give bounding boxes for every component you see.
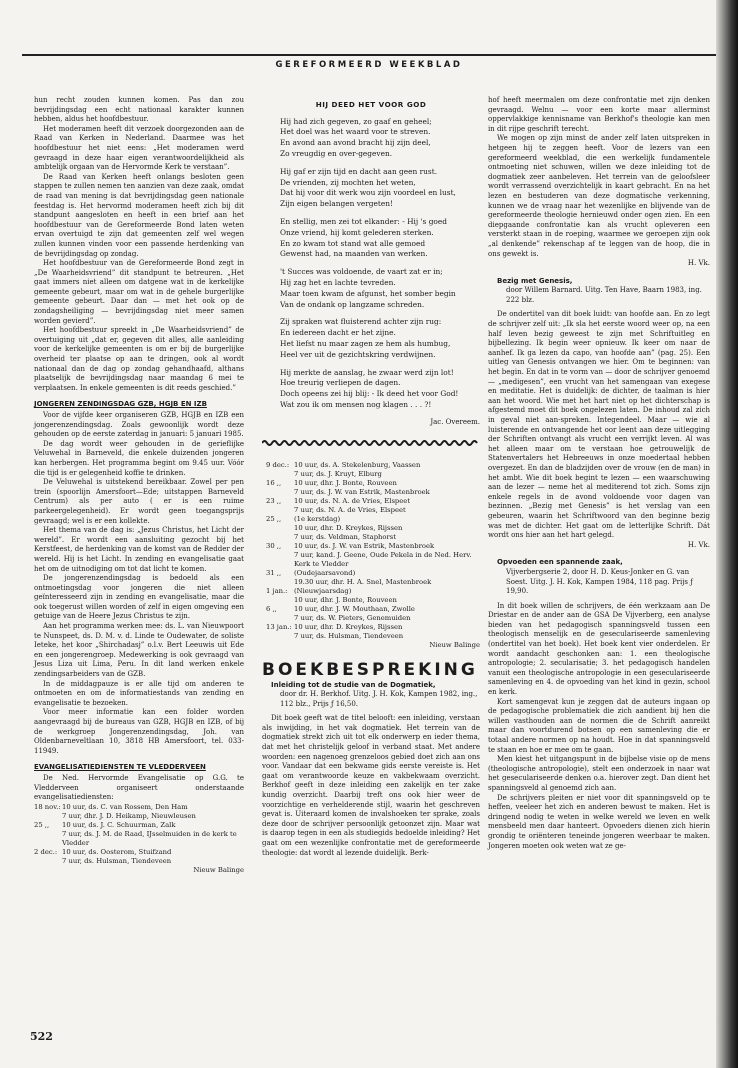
- service-line: 10 uur, dhr. J. Bonte, Rouveen: [294, 595, 397, 604]
- poem-line: En zo kwam tot stand wat alle gemoed: [280, 238, 426, 248]
- running-header: GEREFORMEERD WEEKBLAD: [275, 60, 463, 70]
- signature: Nieuw Balinge: [193, 865, 244, 874]
- poem-stanza: [262, 368, 480, 411]
- paragraph: Het hoofdbestuur van de Gereformeerde Bond zegt in „De Waarheidsvriend” dit standpunt te betreuren. „Het gaat immers niet alleen om datgene wat in de kerkelijke gemeente gebeurt, maar om wat in de gehele burgerlijke gemeente gebeurt. Daar dan — met het ook op de zondagsheiliging — bevrijdingsdag niet meer samen worden gevierd”.: [34, 259, 244, 325]
- poem-stanza: [262, 267, 480, 310]
- service-line: (1e kerstdag): [294, 514, 341, 523]
- service-date: 9 dec.:: [266, 460, 290, 469]
- paragraph: De schrijvers pleiten er niet voor dit spanningsveld op te heffen, veeleer het zich en anderen bewust te maken. Het is dringend nodig te weten in welke wereld we leven en welk mensbeeld men daar hanteert. Opvoeders dienen zich hierin grondig te oriënteren teneinde jongeren weerbaar te maken. Jongeren moeten ook weten wat ze ge-: [488, 793, 710, 850]
- signature: H. Vk.: [687, 259, 710, 268]
- paragraph: De jongerenzendingsdag is bedoeld als een ontmoetingsdag voor jongeren die niet alleen geïnteresseerd zijn in zending en evangelisatie, maar die ook toegerust willen worden of zelf in eigen omgeving een getuige van de Heere Jezus Christus te zijn.: [34, 574, 244, 621]
- poem-line: 't Succes was voldoende, de vaart zat er in;: [280, 267, 443, 277]
- poem-line: En iedereen dacht er het zijne.: [280, 328, 396, 338]
- service-line: (Oudejaarsavond): [294, 568, 356, 577]
- schedule-row: [266, 587, 480, 605]
- poem-line: Heel ver uit de gezichtskring verdwijnen.: [280, 349, 436, 359]
- service-line: 7 uur, ds. Hulsman, Tiendeveen: [62, 856, 172, 865]
- schedule-row: [266, 569, 480, 587]
- book-title: Bezig met Genesis,: [497, 276, 573, 285]
- paragraph: Het moderamen heeft dit verzoek doorgezonden aan de Raad van Kerken in Nederland. Daarmee was het hoofdbestuur het niet eens: „Het moderamen werd gevraagd in deze haar eigen verantwoordelijkheid als ambtelijk orgaan van de Hervormde Kerk te verstaan”.: [34, 124, 244, 172]
- poem-line: De vrienden, zij mochten het weten,: [280, 177, 416, 187]
- poem-stanza: [262, 217, 480, 260]
- service-date: 1 jan.:: [266, 586, 288, 595]
- poem-stanza: [262, 167, 480, 210]
- poem-line: Hij had zich gegeven, zo gaaf en geheel;: [280, 116, 432, 126]
- signature: H. Vk.: [687, 540, 710, 549]
- poem-stanza: [262, 317, 480, 360]
- schedule-row: [266, 605, 480, 623]
- section-heading: JONGEREN ZENDINGSDAG GZB, HGJB EN IZB: [34, 400, 207, 409]
- paragraph: hun recht zouden kunnen komen. Pas dan zou bevrijdingsdag een echt nationaal karakter kunnen hebben, aldus het hoofdbestuur.: [34, 96, 244, 124]
- service-date: 6 ,,: [266, 604, 277, 613]
- paragraph: De Veluwehal is uitstekend bereikbaar. Zowel per pen trein (spoorlijn Amersfoort—Ede; uitstappen Barneveld Centrum) als per auto ( er is een ruime parkeergelegenheid). Er wordt geen toegangsprijs gevraagd; wel is er een kollekte.: [34, 478, 244, 525]
- section-title-boekbespreking: BOEKBESPREKING: [262, 659, 478, 680]
- page-binding-shadow: [716, 0, 738, 1068]
- service-line: 10 uur, ds. N. A. de Vries, Elspeet: [294, 496, 411, 505]
- poem-line: En avond aan avond bracht hij zijn deel,: [280, 138, 431, 148]
- paragraph: Dit boek geeft wat de titel belooft: een inleiding, verstaan als inwijding, in het vak dogmatiek. Het terrein van de dogmatiek strekt zich uit tot elk onderwerp en ieder thema, dat met het christelijk geloof in verband staat. Met andere woorden: een nagenoeg grenzeloos gebied doet zich aan ons voor. Vandaar dat een bekwame gids eerste vereiste is. Het gaat om verantwoorde keuze en vakbekwaam overzicht. Berkhof geeft in deze inleiding een zakelijk en ter zake kundig overzicht. Daarbij treft ons ook hier weer de voorzichtige en verhelderende stijl, waarin het geschreven gevat is. Uiteraard komen de invalshoeken ter sprake, zoals deze door de schrijver persoonlijk getoonzet zijn. Maar wat is daarop tegen in een als studiegids bedoelde inleiding? Het gaat om een wezenlijke confrontatie met de gereformeerde theologie: dat wordt al lezende duidelijk. Berk-: [262, 714, 480, 857]
- poem-line: Zo vreugdig en over-gegeven.: [280, 148, 393, 158]
- schedule-row: [266, 515, 480, 542]
- poem-line: Hij gaf er zijn tijd en dacht aan geen rust.: [280, 166, 438, 176]
- service-date: 23 ,,: [266, 496, 282, 505]
- schedule-row: [266, 542, 480, 569]
- schedule-row: [266, 479, 480, 497]
- service-date: 13 jan.:: [266, 622, 292, 631]
- service-date: 25 ,,: [266, 514, 282, 523]
- paragraph: In de middagpauze is er alle tijd om anderen te ontmoeten en om de informatiestands van zending en evangelisatie te bezoeken.: [34, 679, 244, 707]
- service-line: 10 uur, dhr. J. Bonte, Rouveen: [294, 478, 397, 487]
- list-item: [34, 803, 244, 821]
- column-right: [488, 96, 710, 851]
- poem-line: Hij zag het en lachte tevreden.: [280, 277, 396, 287]
- service-line: 10 uur, ds. Oosterom, Stuifzand: [62, 847, 172, 856]
- poem-line: Van de ondank op langzame schreden.: [280, 299, 425, 309]
- poem-stanza: [262, 117, 480, 160]
- paragraph: De ondertitel van dit boek luidt: van hoofde aan. En zo legt de schrijver zelf uit: „Ik sla het eerste woord weer op, na een half leven bezig geweest te zijn met Schriftuitleg en bijbellezing. Ik begin weer opnieuw. Ik keer om naar de aanhef. Ik ga lezen da capo, van hoofde aan” (pag. 25). Een uitleg van Genesis ontvangen we hier. Om te beginnen: van het begin. En dat in te vorm van — door de schrijver genoemd — „medigesen”, een vrucht van het samengaan van exegese en meditatie. Het is duidelijk: de dichter, de taalman is hier aan het woord. Wie met het hart niet op het dichterschap is afgestemd moet dit boek ongelezen laten. De inhoud zal zich in geval niet aan-spreken. Integendeel. Maar — wie al luisterende en ontvangende het oor leent aan deze uitlegging der Schriften ontvangt als vrucht een verrijkt leven. Al was het alleen maar om te verstaan hoe getrouwelijk de Statenvertalers het Hebreeuws in onze moedertaal hebben overgezet. En dan de bladzijden over de vrouw (en de man) in het ambt. Wie dit boek begint te lezen — een waarschuwing aan de lezer — neme het al mediterend tot zich. Soms zijn enkele regels in de avond voldoende voor dagen van bezinnen. „Bezig met Genesis” is het verslag van een gebeuren, waarin het Schriftwoord van den beginne bezig was met de dichter. Het gaat om de letterlijke Schrift. Dát wordt ons hier aan het hart gelegd.: [488, 310, 710, 540]
- header-rule: [22, 54, 716, 56]
- poem-line: Zij spraken wat fluisterend achter zijn rug:: [280, 317, 442, 327]
- service-line: 7 uur, ds. J. W. van Estrik, Mastenbroek: [294, 487, 430, 496]
- service-line: 7 uur, ds. J. M. de Raad, IJsselmuiden in de kerk te Vledder: [62, 829, 237, 847]
- paragraph: Voor meer informatie kan een folder worden aangevraagd bij de bureaus van GZB, HGJB en IZB, of bij de werkgroep Jongerenzendingsdag, Joh. van Oldenbarneveltlaan 10, 3818 HB Amersfoort, tel. 033-11949.: [34, 708, 244, 755]
- poem-line: Gewenst had, na maanden van werken.: [280, 249, 428, 259]
- service-line: 10 uur, dhr. D. Kreykes, Rijssen: [294, 622, 403, 631]
- service-date: 2 dec.:: [34, 847, 58, 856]
- book-meta: door Willem Barnard. Uitg. Ten Have, Baarn 1983, ing. 222 blz.: [506, 286, 702, 304]
- paragraph: Aan het programma werken mee: ds. L. van Nieuwpoort te Nunspeet, ds. D. M. v. d. Linde te Oudewater, de soliste Ieteke, het koor „Shirchadasj” o.l.v. Bert Leeuwis uit Ede en een jongerengroep. Medewerking is ook gevraagd van Jesus Liza uit Lima, Peru. In dit land werken enkele zendingsarbeiders van de GZB.: [34, 622, 244, 679]
- service-line: 7 uur, ds. N. A. de Vries, Elspeet: [294, 505, 406, 514]
- paragraph: Het hoofdbestuur spreekt in „De Waarheidsvriend” de overtuiging uit „dat er, gegeven dit alles, alle aanleiding voor de kerkelijke gemeenten is om er bij de burgerlijke overheid ter plaatse op aan te dringen, ook al wordt nationaal dan de dag op zondag gehandhaafd, althans plaatselijk de bevrijdingsdag naar maandag 6 mei te verplaatsen. In enkele gemeenten is dit reeds geschied.”: [34, 326, 244, 392]
- service-line: 7 uur, ds. Hulsman, Tiendeveen: [294, 631, 404, 640]
- book-title: Opvoeden een spannende zaak,: [497, 558, 623, 567]
- paragraph: De Raad van Kerken heeft onlangs besloten geen stappen te zullen nemen ten aanzien van deze zaak, omdat de raad van mening is dat bevrijdingsdag geen nationale feestdag is. Het hervormd moderamen heeft zich bij dit standpunt aangesloten en heeft in een brief aan het hoofdbestuur van de Gereformeerde Bond laten weten ervan overtuigd te zijn dat gemeenten zelf wel wegen zullen kunnen vinden voor een passende herdenking van de bevrijdingsdag op zondag.: [34, 172, 244, 258]
- paragraph: hof heeft meermalen om deze confrontatie met zijn denken gevraagd. Welnu — voor een korte maar allerminst oppervlakkige kennisname van Berkhof's theologie kan men in dit rijpe geschrift terecht.: [488, 96, 710, 133]
- poem-line: Hoe treurig verliepen de dagen.: [280, 378, 401, 388]
- poem-line: Dat hij voor dit werk wou zijn voordeel en lust,: [280, 188, 456, 198]
- schedule-row: [266, 497, 480, 515]
- poem-line: Onze vriend, hij komt gelederen sterken.: [280, 227, 434, 237]
- schedule-row: [266, 623, 480, 641]
- poem-line: En stellig, men zei tot elkander: - Hij 's goed: [280, 216, 447, 226]
- service-line: 7 uur, ds. J. Kruyt, Elburg: [294, 469, 382, 478]
- service-line: 10 uur, ds. A. Stekelenburg, Vaassen: [294, 460, 421, 469]
- book-meta: Vijverbergserie 2, door H. D. Keus-Jonker en G. van Soest. Uitg. J. H. Kok, Kampen 1984, 118 pag. Prijs ƒ 19,90.: [506, 567, 693, 596]
- service-date: 25 ,,: [34, 820, 50, 829]
- service-line: 7 uur, kand. J. Geene, Oude Pekela in de Ned. Herv. Kerk te Vledder: [294, 550, 472, 568]
- paragraph: Men kiest het uitgangspunt in de bijbelse visie op de mens (theologische antropologie), stelt een onderzoek in naar wat het geseculariseerde denken o.a. hierover zegt. Dan dient het spanningsveld al genoemd zich aan.: [488, 755, 710, 792]
- evangelisation-list: [34, 803, 244, 875]
- list-item: [34, 848, 244, 866]
- poem-line: Het doel was het waard voor te streven.: [280, 127, 431, 137]
- section-heading: EVANGELISATIEDIENSTEN TE VLEDDERVEEN: [34, 763, 206, 772]
- paragraph: Voor de vijfde keer organiseren GZB, HGJB en IZB een jongerenzendingsdag. Zoals gewoonlijk wordt deze gehouden op de eerste zaterdag in januari: 5 januari 1985.: [34, 411, 244, 439]
- paragraph: We mogen op zijn minst de ander zelf laten uitspreken in hetgeen hij te zeggen heeft. Voor de lezers van een gereformeerd weekblad, die een werkelijk fundamentele ontmoeting niet schuwen, willen we deze inleiding tot de dogmatiek zeer aanbeleven. Het terrein van de geloofsleer wordt verrassend overzichtelijk in kaart gebracht. En na het lezen en bestuderen van deze dogmatische verkenning, kunnen we de vraag naar het wezenlijke en blijvende van de gereformeerde theologie hernieuwd onder ogen zien. En een diepgaande confrontatie kan als vrucht opleveren een versterkt staan in de roeping, waarmee we geroepen zijn ook „al denkende” rekenschap af te leggen van de hoop, die in ons gewekt is.: [488, 134, 710, 258]
- list-item: [34, 821, 244, 848]
- service-line: 10 uur, dhr. J. W. Mouthaan, Zwolle: [294, 604, 415, 613]
- poem-line: Doch opeens zei hij blij: - Ik deed het voor God!: [280, 389, 459, 399]
- service-line: 7 uur, ds. Veldman, Staphorst: [294, 532, 396, 541]
- column-left: [34, 96, 244, 875]
- page-number: 522: [30, 1030, 53, 1043]
- service-line: 10 uur, ds. J. W. van Estrik, Mastenbroek: [294, 541, 435, 550]
- service-line: 10 uur, ds. J. C. Schuurman, Zalk: [62, 820, 176, 829]
- poem-line: Het liefst nu maar zagen ze hem als humbug,: [280, 338, 451, 348]
- signature: Nieuw Balinge: [429, 640, 480, 649]
- service-schedule: [262, 461, 480, 650]
- poem-line: Wat zou ik om mensen nog klagen . . . ?!: [280, 399, 432, 409]
- service-date: 31 ,,: [266, 568, 282, 577]
- service-line: 10 uur, ds. C. van Rossem, Den Ham: [62, 802, 188, 811]
- paragraph: De Ned. Hervormde Evangelisatie op G.G. te Vledderveen organiseert onderstaande evangelisatiediensten:: [34, 773, 244, 802]
- service-date: 18 nov.:: [34, 802, 61, 811]
- service-date: 30 ,,: [266, 541, 282, 550]
- wavy-divider: [262, 439, 480, 447]
- paragraph: In dit boek willen de schrijvers, de één werkzaam aan De Driestar en de ander aan de GSA De Vijverberg, een analyse bieden van het pedagogisch spanningsveld tussen een theologisch menselijk en de geseculariseerde samenleving (ondertitel van het boek). Het boek kent vier onderdelen. Er wordt aandacht geschonken aan: 1. een theologische antropologie; 2. secularisatie; 3. het pedagogisch handelen vanuit een theologische antropologie in een geseculariseerde samenleving en 4. de opvoeding van het kind in gezin, school en kerk.: [488, 601, 710, 697]
- service-line: 10 uur, dhr. D. Kreykes, Rijssen: [294, 523, 403, 532]
- service-line: (Nieuwjaarsdag): [294, 586, 352, 595]
- paragraph: Het thema van de dag is: „Jezus Christus, het Licht der wereld”. Er wordt een aansluiting gezocht bij het Kerstfeest, de herdenking van de komst van de Redder der wereld. Hij is het Licht. In zending en evangelisatie gaat het om de uitnodiging om tot dat licht te komen.: [34, 526, 244, 573]
- service-line: 7 uur, dhr. J. D. Heikamp, Nieuwleusen: [62, 811, 196, 820]
- book-title: Inleiding tot de studie van de Dogmatiek,: [271, 680, 436, 689]
- service-date: 16 ,,: [266, 478, 282, 487]
- paragraph: De dag wordt weer gehouden in de gerieflijke Veluwehal in Barneveld, die enkele duizenden jongeren kan herbergen. Het programma begint om 9.45 uur. Vóór die tijd is er gelegenheid koffie te drinken.: [34, 439, 244, 477]
- poem-title: HIJ DEED HET VOOR GOD: [315, 100, 427, 109]
- poem-line: Maar toen kwam de afgunst, het somber begin: [280, 288, 456, 298]
- paragraph: Kort samengevat kun je zeggen dat de auteurs ingaan op de pedagogische problematiek die zich aandient bij hen die willen vasthouden aan de normen die de Schrift aanreikt maar dan voortdurend botsen op een samenleving die er totaal andere normen op na houdt. Hoe in dat spanningsveld te staan en hoe er mee om te gaan.: [488, 697, 710, 754]
- poem-author: Jac. Overeem.: [430, 417, 480, 426]
- poem-line: Hij merkte de aanslag, he zwaar werd zijn lot!: [280, 367, 454, 377]
- column-middle: [262, 96, 480, 858]
- service-line: 19.30 uur, dhr. H. A. Snel, Mastenbroek: [294, 577, 432, 586]
- book-meta: door dr. H. Berkhof. Uitg. J. H. Kok, Kampen 1982, ing., 112 blz., Prijs ƒ 16,50.: [280, 690, 478, 708]
- service-line: 7 uur, ds. W. Pieters, Genemuiden: [294, 613, 411, 622]
- poem-line: Zijn eigen belangen vergeten!: [280, 199, 393, 209]
- schedule-row: [266, 461, 480, 479]
